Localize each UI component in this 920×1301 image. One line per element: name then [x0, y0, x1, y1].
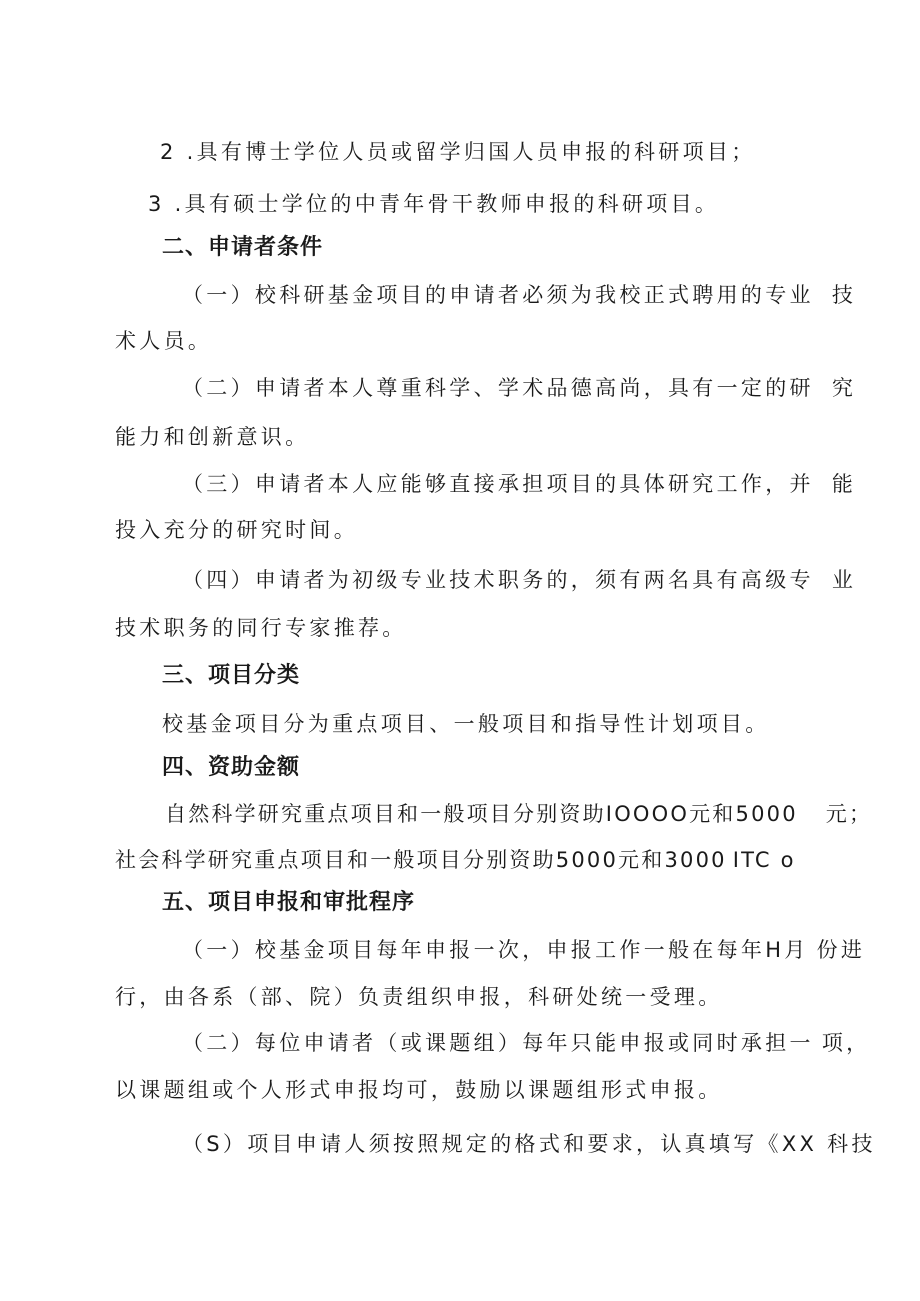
paragraph-line: 术人员。	[115, 329, 213, 353]
text-segment: （一）校科研基金项目的申请者必须为我校正式聘用的专业	[182, 283, 814, 307]
paragraph-line	[182, 1029, 870, 1057]
section-heading-2: 二、申请者条件	[162, 235, 324, 260]
text-segment: （二）申请者本人尊重科学、学术品德高尚，具有一定的研	[182, 376, 814, 400]
section-heading-5: 五、项目申报和审批程序	[162, 890, 416, 915]
text-segment: 业	[831, 568, 857, 592]
text-segment: 元；	[825, 802, 873, 826]
paragraph-line: 能力和创新意识。	[115, 425, 310, 449]
text-segment: 自然科学研究重点项目和一般项目分别资助IOOOO元和5000	[165, 802, 798, 826]
text-segment: （一）校基金项目每年申报一次，申报工作一般在每年H月	[182, 938, 809, 962]
text-segment: 技	[831, 283, 857, 307]
text-segment: （四）申请者为初级专业技术职务的，须有两名具有高级专	[182, 568, 814, 592]
paragraph-line	[182, 936, 865, 964]
paragraph-line: 校基金项目分为重点项目、一般项目和指导性计划项目。	[162, 712, 770, 736]
text-segment: （二）每位申请者（或课题组）每年只能申报或同时承担一	[182, 1031, 814, 1055]
section-heading-4: 四、资助金额	[162, 755, 301, 780]
paragraph-line	[182, 281, 856, 309]
paragraph-line	[165, 800, 872, 828]
text-segment: 份进	[816, 938, 866, 962]
text-segment: 社会科学研究重点项目和一般项目分别资助5000元和3000	[115, 848, 727, 872]
paragraph-line	[115, 846, 796, 874]
paragraph-line	[182, 566, 856, 594]
section-heading-3: 三、项目分类	[162, 663, 301, 688]
paragraph-line: 以课题组或个人形式申报均可，鼓励以课题组形式申报。	[115, 1078, 723, 1102]
paragraph-line: （S）项目申请人须按照规定的格式和要求，认真填写《XX 科技	[182, 1132, 876, 1156]
text-segment: （三）申请者本人应能够直接承担项目的具体研究工作，并	[182, 472, 814, 496]
text-segment: ITC o	[732, 848, 796, 872]
paragraph-line: 技术职务的同行专家推荐。	[115, 616, 407, 640]
paragraph-line	[182, 374, 856, 402]
paragraph-line: 行，由各系（部、院）负责组织申报，科研处统一受理。	[115, 985, 723, 1009]
list-item-3: 3 .具有硕士学位的中青年骨干教师申报的科研项目。	[148, 192, 720, 216]
paragraph-line: 投入充分的研究时间。	[115, 518, 358, 542]
paragraph-line	[182, 470, 856, 498]
text-segment: 究	[831, 376, 857, 400]
list-item-2: 2 .具有博士学位人员或留学归国人员申报的科研项目；	[160, 140, 756, 164]
text-segment: 项，	[821, 1031, 871, 1055]
text-segment: 能	[831, 472, 857, 496]
